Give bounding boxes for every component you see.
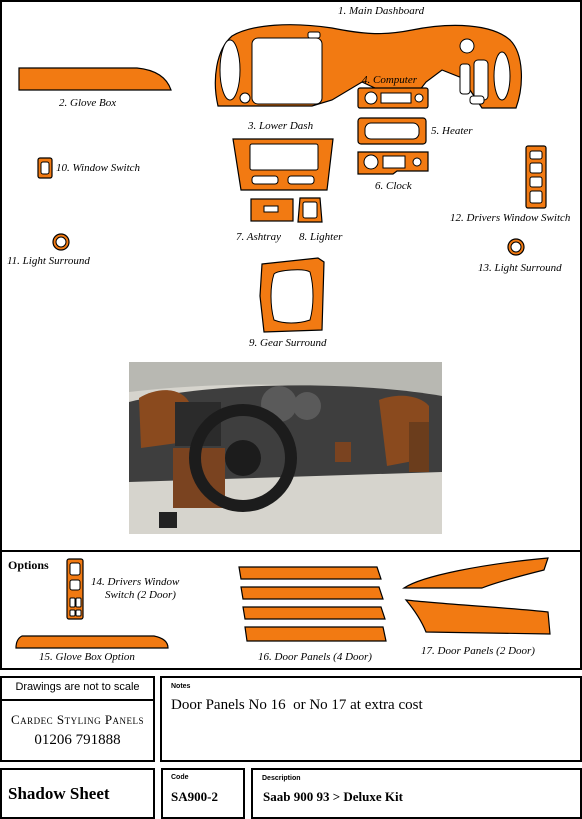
notes-box xyxy=(160,676,582,762)
door-panels-4door-drawing xyxy=(237,565,387,643)
door-panels-2door-label: 17. Door Panels (2 Door) xyxy=(421,645,535,657)
glove-box-drawing xyxy=(17,66,173,92)
company-phone: 01206 791888 xyxy=(34,732,121,748)
options-heading: Options xyxy=(8,558,49,572)
heater-label: 5. Heater xyxy=(431,125,473,137)
light-surround-11-drawing xyxy=(52,233,70,251)
ashtray-label: 7. Ashtray xyxy=(236,231,282,243)
computer-drawing xyxy=(357,87,429,109)
drivers-window-switch-drawing xyxy=(525,145,547,209)
sheet-title: Shadow Sheet xyxy=(8,784,110,803)
window-switch-drawing xyxy=(37,157,53,179)
light-surround-13-label: 13. Light Surround xyxy=(478,262,562,274)
drivers-window-switch-2door-drawing xyxy=(66,558,84,620)
code-label: Code xyxy=(171,774,189,781)
glove-box-option-label: 15. Glove Box Option xyxy=(39,651,135,663)
glove-box-option-drawing xyxy=(14,634,170,650)
description-value: Saab 900 93 > Deluxe Kit xyxy=(263,789,403,804)
light-surround-13-drawing xyxy=(507,238,525,256)
lower-dash-drawing xyxy=(232,138,334,192)
company-name: Cardec Styling Panels xyxy=(10,712,145,727)
window-switch-label: 10. Window Switch xyxy=(56,162,141,174)
drivers-window-switch-2door-label-1: 14. Drivers Window xyxy=(91,576,180,588)
lower-dash-label: 3. Lower Dash xyxy=(248,120,314,132)
notes-label: Notes xyxy=(171,683,191,690)
lighter-drawing xyxy=(297,197,323,223)
code-value: SA900-2 xyxy=(171,789,218,804)
description-label: Description xyxy=(262,775,301,782)
door-panels-2door-drawing xyxy=(402,556,552,636)
light-surround-11-label: 11. Light Surround xyxy=(7,255,90,267)
car-interior-photo xyxy=(129,362,442,534)
door-panels-4door-label: 16. Door Panels (4 Door) xyxy=(258,651,372,663)
computer-label: 4. Computer xyxy=(362,74,417,86)
notes-text: Door Panels No 16 or No 17 at extra cost xyxy=(171,697,423,713)
lighter-label: 8. Lighter xyxy=(299,231,343,243)
main-dashboard-label: 1. Main Dashboard xyxy=(338,5,425,17)
gear-surround-drawing xyxy=(258,256,326,334)
gear-surround-label: 9. Gear Surround xyxy=(249,337,327,349)
ashtray-drawing xyxy=(250,198,294,222)
drivers-window-switch-label: 12. Drivers Window Switch xyxy=(450,212,571,224)
drivers-window-switch-2door-label-2: Switch (2 Door) xyxy=(105,589,176,601)
scale-note: Drawings are not to scale xyxy=(15,681,140,693)
heater-drawing xyxy=(357,117,427,145)
clock-label: 6. Clock xyxy=(375,180,412,192)
clock-drawing xyxy=(357,151,429,175)
glove-box-label: 2. Glove Box xyxy=(59,97,117,109)
